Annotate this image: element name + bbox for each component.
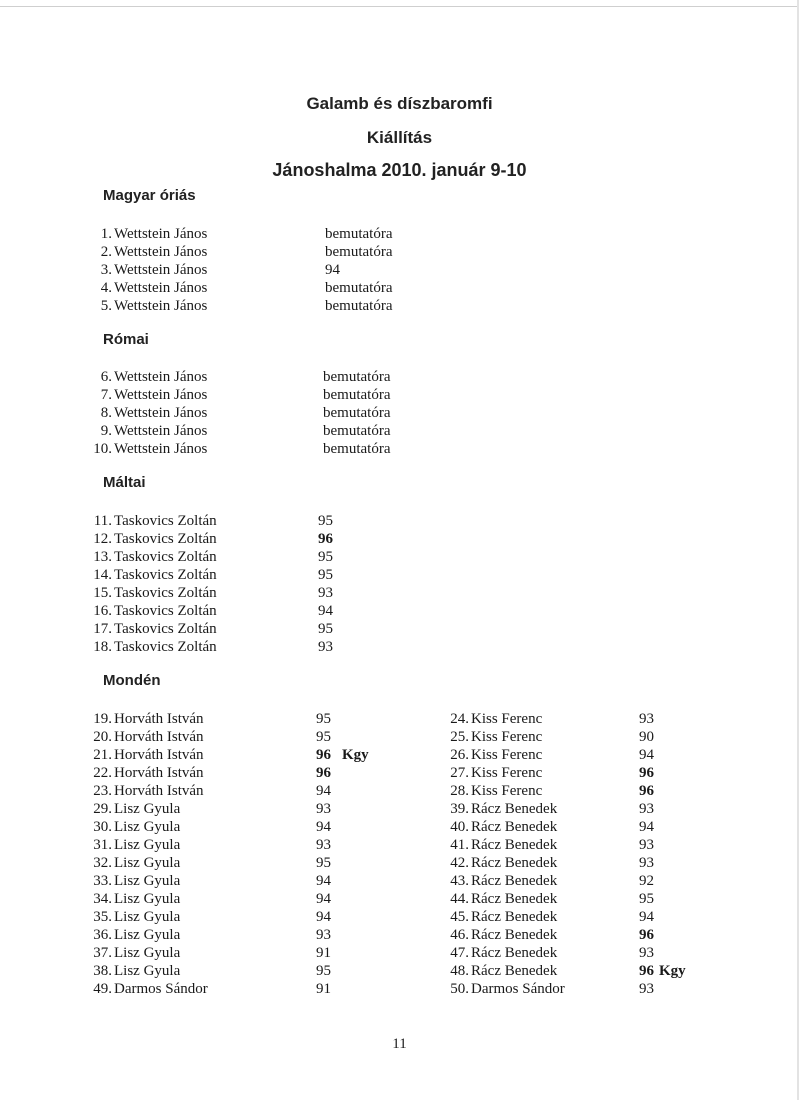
score-value: 93 xyxy=(318,585,333,601)
list-item xyxy=(92,225,422,243)
exhibitor-name: Kiss Ferenc xyxy=(471,729,543,745)
entry-number: 50. xyxy=(450,981,469,997)
score-value: 95 xyxy=(318,567,333,583)
entry-number: 15. xyxy=(93,585,112,601)
score-value: 93 xyxy=(316,801,331,817)
list-item xyxy=(92,782,422,800)
list-item xyxy=(92,404,422,422)
exhibitor-name: Lisz Gyula xyxy=(114,801,181,817)
list-item xyxy=(92,926,422,944)
score-value: 96 xyxy=(316,765,331,781)
list-item xyxy=(92,800,422,818)
score-value: 95 xyxy=(318,621,333,637)
header-subtitle: Kiállítás xyxy=(366,128,433,147)
exhibitor-name: Lisz Gyula xyxy=(114,963,181,979)
score-value: 96 xyxy=(639,783,654,799)
exhibitor-name: Rácz Benedek xyxy=(471,909,558,925)
list-item xyxy=(92,422,422,440)
exhibitor-name: Wettstein János xyxy=(114,441,208,457)
entry-number: 26. xyxy=(450,747,469,763)
entry-number: 34. xyxy=(93,891,112,907)
exhibitor-name: Taskovics Zoltán xyxy=(114,585,217,601)
list-item xyxy=(92,584,422,602)
exhibitor-name: Kiss Ferenc xyxy=(471,765,543,781)
exhibitor-name: Rácz Benedek xyxy=(471,873,558,889)
score-value: 94 xyxy=(316,819,331,835)
list-item xyxy=(92,764,422,782)
list-item xyxy=(92,836,422,854)
list-item xyxy=(449,926,779,944)
award-badge: Kgy xyxy=(659,963,686,979)
page-number: 11 xyxy=(392,1036,407,1052)
entry-number: 37. xyxy=(93,945,112,961)
score-value: 93 xyxy=(316,837,331,853)
entry-number: 36. xyxy=(93,927,112,943)
exhibitor-name: Rácz Benedek xyxy=(471,837,558,853)
entry-number: 43. xyxy=(450,873,469,889)
score-value: 95 xyxy=(316,711,331,727)
entry-number: 10. xyxy=(93,441,112,457)
score-value: bemutatóra xyxy=(325,226,393,242)
score-value: 94 xyxy=(325,262,340,278)
list-item xyxy=(449,872,779,890)
entry-number: 12. xyxy=(93,531,112,547)
exhibitor-name: Darmos Sándor xyxy=(471,981,565,997)
exhibitor-name: Lisz Gyula xyxy=(114,891,181,907)
score-value: 94 xyxy=(639,909,654,925)
exhibitor-name: Taskovics Zoltán xyxy=(114,621,217,637)
exhibitor-name: Lisz Gyula xyxy=(114,873,181,889)
score-value: 94 xyxy=(316,909,331,925)
exhibitor-name: Kiss Ferenc xyxy=(471,747,543,763)
header-title: Galamb és díszbaromfi xyxy=(306,94,493,113)
list-item xyxy=(449,710,779,728)
entry-number: 39. xyxy=(450,801,469,817)
exhibitor-name: Rácz Benedek xyxy=(471,927,558,943)
list-item xyxy=(92,818,422,836)
entry-number: 28. xyxy=(450,783,469,799)
exhibitor-name: Taskovics Zoltán xyxy=(114,513,217,529)
score-value: 96 xyxy=(639,963,654,979)
exhibitor-name: Taskovics Zoltán xyxy=(114,549,217,565)
score-value: 96 xyxy=(639,765,654,781)
list-item xyxy=(92,638,422,656)
entry-number: 33. xyxy=(93,873,112,889)
list-item xyxy=(92,548,422,566)
score-value: 95 xyxy=(316,729,331,745)
exhibitor-name: Rácz Benedek xyxy=(471,855,558,871)
list-item xyxy=(92,368,422,386)
entry-number: 45. xyxy=(450,909,469,925)
score-value: bemutatóra xyxy=(325,244,393,260)
score-value: 95 xyxy=(316,963,331,979)
exhibitor-name: Taskovics Zoltán xyxy=(114,531,217,547)
section-title: Mondén xyxy=(103,672,161,689)
list-item xyxy=(449,800,779,818)
score-value: bemutatóra xyxy=(325,298,393,314)
exhibitor-name: Lisz Gyula xyxy=(114,909,181,925)
entry-number: 47. xyxy=(450,945,469,961)
entry-number: 1. xyxy=(100,226,112,242)
entry-number: 18. xyxy=(93,639,112,655)
entry-number: 20. xyxy=(93,729,112,745)
score-value: 91 xyxy=(316,945,331,961)
score-value: 95 xyxy=(639,891,654,907)
list-item xyxy=(449,782,779,800)
entry-number: 25. xyxy=(450,729,469,745)
score-value: bemutatóra xyxy=(323,405,391,421)
list-item xyxy=(92,746,422,764)
entry-number: 7. xyxy=(100,387,112,403)
score-value: 94 xyxy=(316,873,331,889)
exhibitor-name: Taskovics Zoltán xyxy=(114,603,217,619)
list-item xyxy=(92,261,422,279)
exhibitor-name: Lisz Gyula xyxy=(114,945,181,961)
entry-number: 31. xyxy=(93,837,112,853)
entry-number: 46. xyxy=(450,927,469,943)
section-title: Magyar óriás xyxy=(103,187,196,204)
exhibitor-name: Lisz Gyula xyxy=(114,855,181,871)
score-value: 94 xyxy=(639,819,654,835)
score-value: 90 xyxy=(639,729,654,745)
entry-number: 27. xyxy=(450,765,469,781)
score-value: bemutatóra xyxy=(323,423,391,439)
award-badge: Kgy xyxy=(342,747,369,763)
exhibitor-name: Rácz Benedek xyxy=(471,801,558,817)
score-value: bemutatóra xyxy=(325,280,393,296)
list-item xyxy=(92,728,422,746)
exhibitor-name: Wettstein János xyxy=(114,405,208,421)
entry-number: 2. xyxy=(100,244,112,260)
entry-number: 17. xyxy=(93,621,112,637)
entry-number: 29. xyxy=(93,801,112,817)
section-title: Máltai xyxy=(103,474,146,491)
exhibitor-name: Taskovics Zoltán xyxy=(114,567,217,583)
list-item xyxy=(92,243,422,261)
list-item xyxy=(92,908,422,926)
exhibitor-name: Horváth István xyxy=(114,783,204,799)
exhibitor-name: Wettstein János xyxy=(114,262,208,278)
exhibitor-name: Wettstein János xyxy=(114,423,208,439)
list-item xyxy=(92,962,422,980)
score-value: 93 xyxy=(318,639,333,655)
entry-number: 41. xyxy=(450,837,469,853)
exhibitor-name: Wettstein János xyxy=(114,298,208,314)
list-item xyxy=(449,836,779,854)
list-item xyxy=(92,512,422,530)
score-value: 96 xyxy=(316,747,331,763)
entry-number: 38. xyxy=(93,963,112,979)
entry-number: 44. xyxy=(450,891,469,907)
exhibitor-name: Horváth István xyxy=(114,747,204,763)
entry-number: 5. xyxy=(100,298,112,314)
list-item xyxy=(449,818,779,836)
list-item xyxy=(92,602,422,620)
entry-number: 40. xyxy=(450,819,469,835)
exhibitor-name: Wettstein János xyxy=(114,387,208,403)
list-item xyxy=(92,386,422,404)
list-item xyxy=(449,728,779,746)
exhibitor-name: Kiss Ferenc xyxy=(471,711,543,727)
exhibitor-name: Wettstein János xyxy=(114,244,208,260)
exhibitor-name: Horváth István xyxy=(114,765,204,781)
list-item xyxy=(449,890,779,908)
score-value: 95 xyxy=(318,513,333,529)
entry-number: 6. xyxy=(100,369,112,385)
exhibitor-name: Lisz Gyula xyxy=(114,819,181,835)
list-item xyxy=(92,440,422,458)
list-item xyxy=(92,710,422,728)
score-value: 93 xyxy=(639,801,654,817)
entry-number: 35. xyxy=(93,909,112,925)
exhibitor-name: Horváth István xyxy=(114,711,204,727)
score-value: 94 xyxy=(316,783,331,799)
list-item xyxy=(449,962,779,980)
score-value: 95 xyxy=(316,855,331,871)
list-item xyxy=(92,620,422,638)
score-value: 91 xyxy=(316,981,331,997)
exhibitor-name: Wettstein János xyxy=(114,280,208,296)
entry-number: 42. xyxy=(450,855,469,871)
list-item xyxy=(449,908,779,926)
entry-number: 19. xyxy=(93,711,112,727)
score-value: 93 xyxy=(639,981,654,997)
exhibitor-name: Rácz Benedek xyxy=(471,891,558,907)
entry-number: 49. xyxy=(93,981,112,997)
entry-number: 48. xyxy=(450,963,469,979)
list-item xyxy=(92,872,422,890)
entry-number: 4. xyxy=(100,280,112,296)
entry-number: 16. xyxy=(93,603,112,619)
exhibitor-name: Wettstein János xyxy=(114,226,208,242)
score-value: 94 xyxy=(318,603,333,619)
list-item xyxy=(92,566,422,584)
score-value: 95 xyxy=(318,549,333,565)
entry-number: 32. xyxy=(93,855,112,871)
list-item xyxy=(449,980,779,998)
list-item xyxy=(92,854,422,872)
score-value: 96 xyxy=(639,927,654,943)
score-value: 93 xyxy=(639,855,654,871)
score-value: 94 xyxy=(316,891,331,907)
score-value: 96 xyxy=(318,531,333,547)
exhibitor-name: Rácz Benedek xyxy=(471,945,558,961)
exhibitor-name: Rácz Benedek xyxy=(471,819,558,835)
score-value: bemutatóra xyxy=(323,387,391,403)
list-item xyxy=(92,980,422,998)
list-item xyxy=(92,279,422,297)
header-event: Jánoshalma 2010. január 9-10 xyxy=(272,160,527,180)
entry-number: 23. xyxy=(93,783,112,799)
exhibitor-name: Wettstein János xyxy=(114,369,208,385)
list-item xyxy=(449,746,779,764)
exhibitor-name: Lisz Gyula xyxy=(114,837,181,853)
score-value: bemutatóra xyxy=(323,369,391,385)
list-item xyxy=(92,944,422,962)
exhibitor-name: Horváth István xyxy=(114,729,204,745)
score-value: 93 xyxy=(316,927,331,943)
section-title: Római xyxy=(103,331,149,348)
list-item xyxy=(449,854,779,872)
entry-number: 22. xyxy=(93,765,112,781)
entry-number: 21. xyxy=(93,747,112,763)
exhibitor-name: Darmos Sándor xyxy=(114,981,208,997)
exhibitor-name: Taskovics Zoltán xyxy=(114,639,217,655)
entry-number: 24. xyxy=(450,711,469,727)
list-item xyxy=(92,297,422,315)
exhibitor-name: Rácz Benedek xyxy=(471,963,558,979)
score-value: 92 xyxy=(639,873,654,889)
entry-number: 3. xyxy=(100,262,112,278)
entry-number: 9. xyxy=(100,423,112,439)
exhibitor-name: Kiss Ferenc xyxy=(471,783,543,799)
scan-top-border xyxy=(0,6,799,7)
list-item xyxy=(449,764,779,782)
entry-number: 8. xyxy=(100,405,112,421)
exhibitor-name: Lisz Gyula xyxy=(114,927,181,943)
score-value: 93 xyxy=(639,711,654,727)
entry-number: 13. xyxy=(93,549,112,565)
score-value: 94 xyxy=(639,747,654,763)
list-item xyxy=(92,890,422,908)
score-value: bemutatóra xyxy=(323,441,391,457)
list-item xyxy=(92,530,422,548)
list-item xyxy=(449,944,779,962)
score-value: 93 xyxy=(639,945,654,961)
score-value: 93 xyxy=(639,837,654,853)
entry-number: 11. xyxy=(93,513,112,529)
entry-number: 14. xyxy=(93,567,112,583)
entry-number: 30. xyxy=(93,819,112,835)
